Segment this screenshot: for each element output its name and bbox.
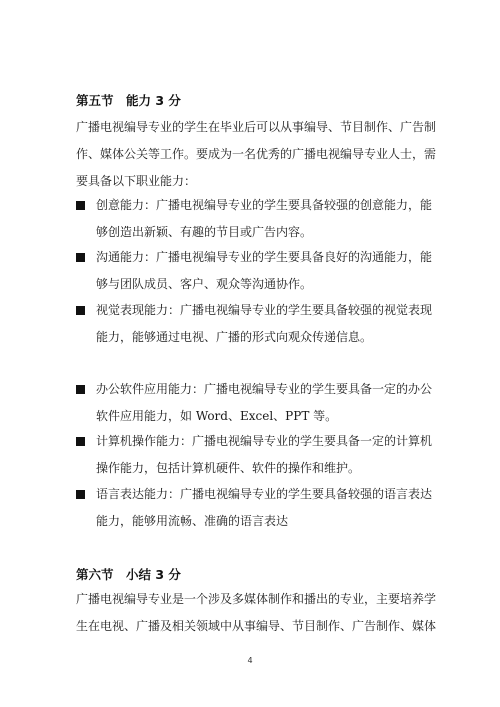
list-item-communication — [76, 244, 436, 298]
list-item-line: 视觉表现能力：广播电视编导专业的学生要具备较强的视觉表现 — [96, 303, 433, 317]
section-5-heading: 第五节 能力 3 分 — [76, 93, 181, 108]
page-number: 4 — [247, 656, 253, 665]
section-6-body — [76, 586, 437, 640]
bullet-square-icon — [76, 306, 85, 315]
list-item-line: 能力，能够通过电视、广播的形式向观众传递信息。 — [96, 330, 373, 344]
list-item-computer — [76, 428, 436, 482]
list-item-line: 操作能力，包括计算机硬件、软件的操作和维护。 — [96, 461, 361, 475]
list-item-language — [76, 481, 436, 535]
list-item-line: 办公软件应用能力：广播电视编导专业的学生要具备一定的办公 — [96, 382, 433, 396]
intro-line-2: 作、媒体公关等工作。要成为一名优秀的广播电视编导专业人士，需 — [76, 147, 437, 161]
list-item-creativity — [76, 192, 436, 246]
list-item-office-software — [76, 376, 436, 430]
list-item-line: 软件应用能力，如 Word、Excel、PPT 等。 — [96, 409, 338, 423]
intro-line-1: 广播电视编导专业的学生在毕业后可以从事编导、节目制作、广告制 — [76, 120, 437, 134]
list-item-line: 够创造出新颖、有趣的节目或广告内容。 — [96, 225, 313, 239]
list-item-line: 能力，能够用流畅、准确的语言表达 — [96, 514, 289, 528]
body-line-2: 生在电视、广播及相关领域中从事编导、节目制作、广告制作、媒体 — [76, 619, 437, 633]
bullet-square-icon — [76, 385, 85, 394]
intro-line-3: 要具备以下职业能力： — [76, 174, 197, 188]
bullet-square-icon — [76, 253, 85, 262]
section-6-heading: 第六节 小结 3 分 — [76, 567, 181, 582]
body-line-1: 广播电视编导专业是一个涉及多媒体制作和播出的专业，主要培养学 — [76, 592, 437, 606]
bullet-square-icon — [76, 201, 85, 210]
list-item-line: 创意能力：广播电视编导专业的学生要具备较强的创意能力，能 — [96, 198, 433, 212]
bullet-square-icon — [76, 490, 85, 499]
list-item-visual — [76, 297, 436, 351]
bullet-square-icon — [76, 437, 85, 446]
section-5-intro — [76, 114, 437, 195]
list-item-line: 语言表达能力：广播电视编导专业的学生要具备较强的语言表达 — [96, 487, 433, 501]
list-item-line: 沟通能力：广播电视编导专业的学生要具备良好的沟通能力，能 — [96, 250, 433, 264]
list-item-line: 计算机操作能力：广播电视编导专业的学生要具备一定的计算机 — [96, 434, 433, 448]
list-item-line: 够与团队成员、客户、观众等沟通协作。 — [96, 277, 313, 291]
